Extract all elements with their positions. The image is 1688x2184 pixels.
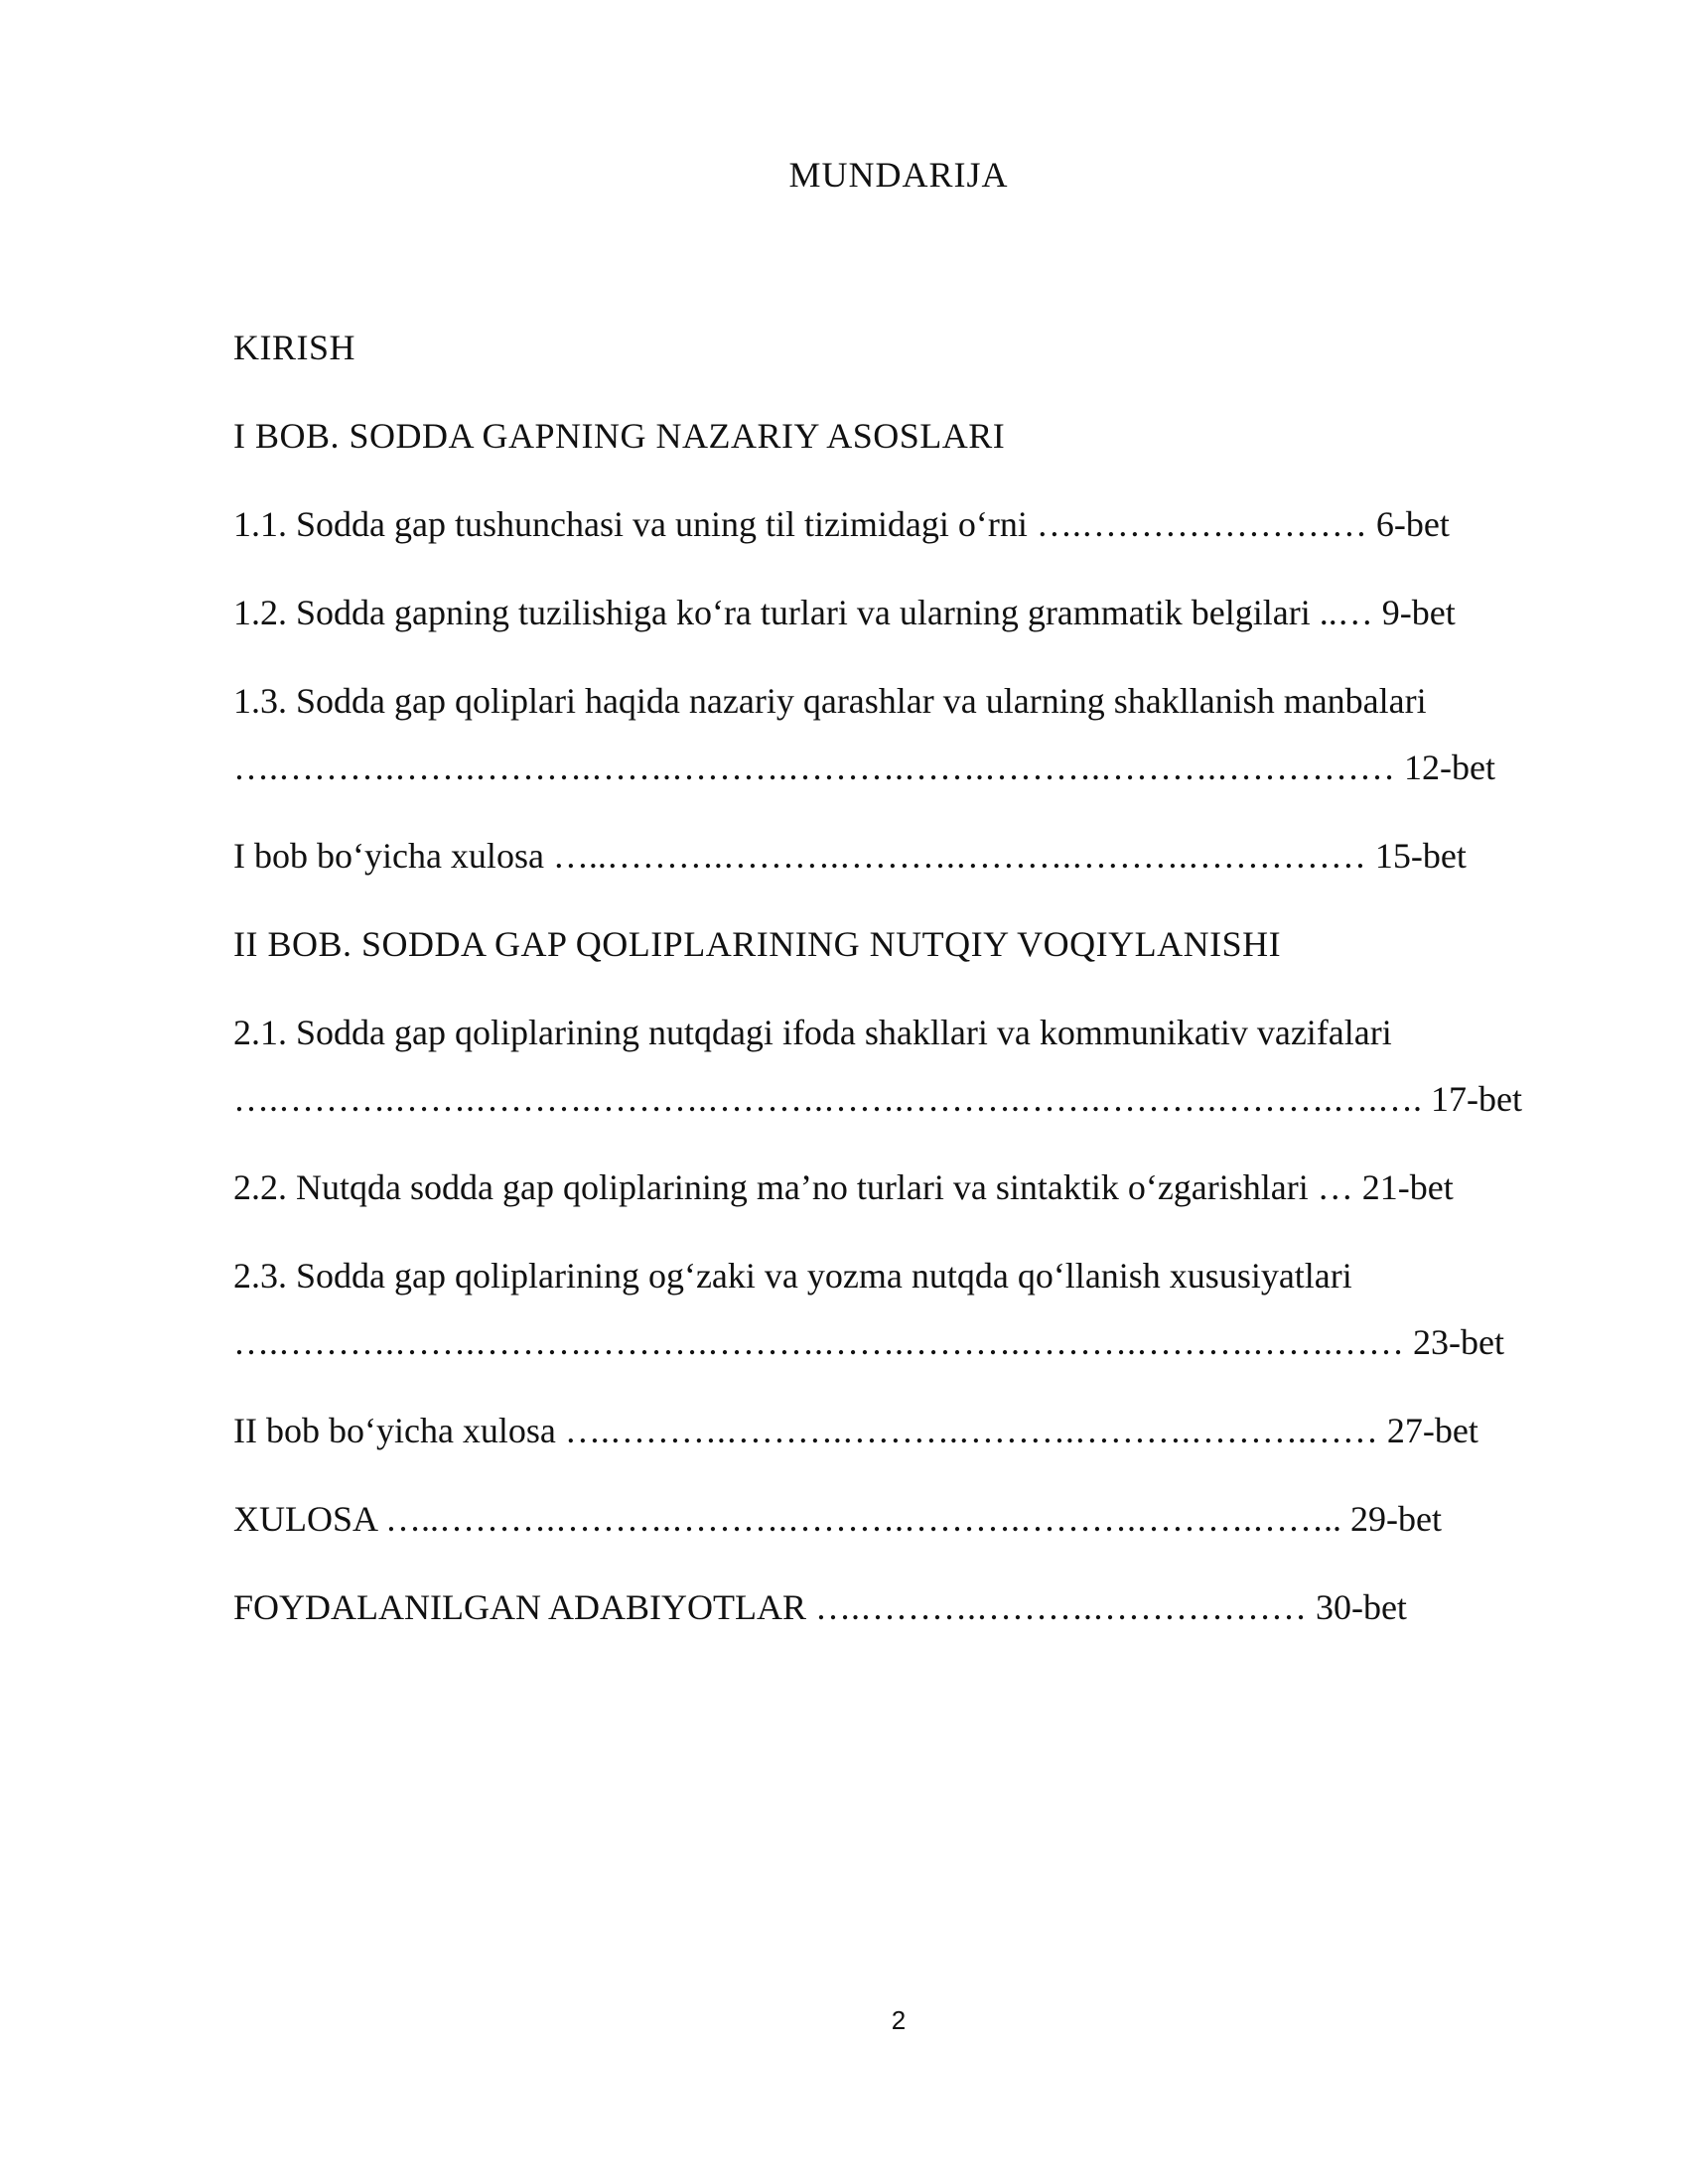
- table-of-contents: [233, 328, 1564, 1676]
- toc-entry-chapter-2-conclusion: II bob bo‘yicha xulosa ….……….……….……….……….……….……….…… 27-bet: [233, 1411, 1478, 1450]
- toc-entry-1-1: 1.1. Sodda gap tushunchasi va uning til tizimidagi o‘rni ….…………………… 6-bet: [233, 504, 1450, 544]
- page-title: MUNDARIJA: [788, 155, 1009, 195]
- toc-entry-1-3: [233, 681, 1564, 787]
- toc-entry-1-3-leader: ….……….…….……….…….……….……….…….……….……….…………… 12-bet: [233, 748, 1495, 787]
- toc-entry-references: FOYDALANILGAN ADABIYOTLAR ….……….……….……………… 30-bet: [233, 1587, 1407, 1627]
- toc-heading-chapter-2: II BOB. SODDA GAP QOLIPLARINING NUTQIY VOQIYLANISHI: [233, 924, 1282, 964]
- toc-heading-chapter-1: I BOB. SODDA GAPNING NAZARIY ASOSLARI: [233, 416, 1006, 456]
- toc-entry-2-1-title: 2.1. Sodda gap qoliplarining nutqdagi ifoda shakllari va kommunikativ vazifalari: [233, 1013, 1392, 1052]
- toc-entry-1-2: 1.2. Sodda gapning tuzilishiga ko‘ra turlari va ularning grammatik belgilari ..… 9-bet: [233, 593, 1456, 632]
- toc-entry-2-2: 2.2. Nutqda sodda gap qoliplarining ma’no turlari va sintaktik o‘zgarishlari … 21-bet: [233, 1167, 1454, 1207]
- toc-entry-2-3-leader: ….……….…….……….……….……….…….……….……….……….…….…… 23-bet: [233, 1322, 1504, 1362]
- toc-entry-conclusion: XULOSA …..……….……….……….……….……….……….……….…….. 29-bet: [233, 1499, 1442, 1539]
- toc-entry-2-3-title: 2.3. Sodda gap qoliplarining og‘zaki va yozma nutqda qo‘llanish xususiyatlari: [233, 1256, 1352, 1296]
- toc-entry-chapter-1-conclusion: I bob bo‘yicha xulosa …..……….……….……….……….……….…………… 15-bet: [233, 836, 1467, 876]
- page-number: 2: [891, 2005, 907, 2035]
- toc-entry-2-1-leader: ….……….…….……….……….……….…….……….…….……….……….….…. 17-bet: [233, 1079, 1522, 1119]
- toc-entry-2-3: [233, 1256, 1564, 1362]
- toc-entry-1-3-title: 1.3. Sodda gap qoliplari haqida nazariy qarashlar va ularning shakllanish manbalari: [233, 681, 1427, 721]
- toc-heading-kirish: KIRISH: [233, 328, 356, 367]
- toc-entry-2-1: [233, 1013, 1564, 1119]
